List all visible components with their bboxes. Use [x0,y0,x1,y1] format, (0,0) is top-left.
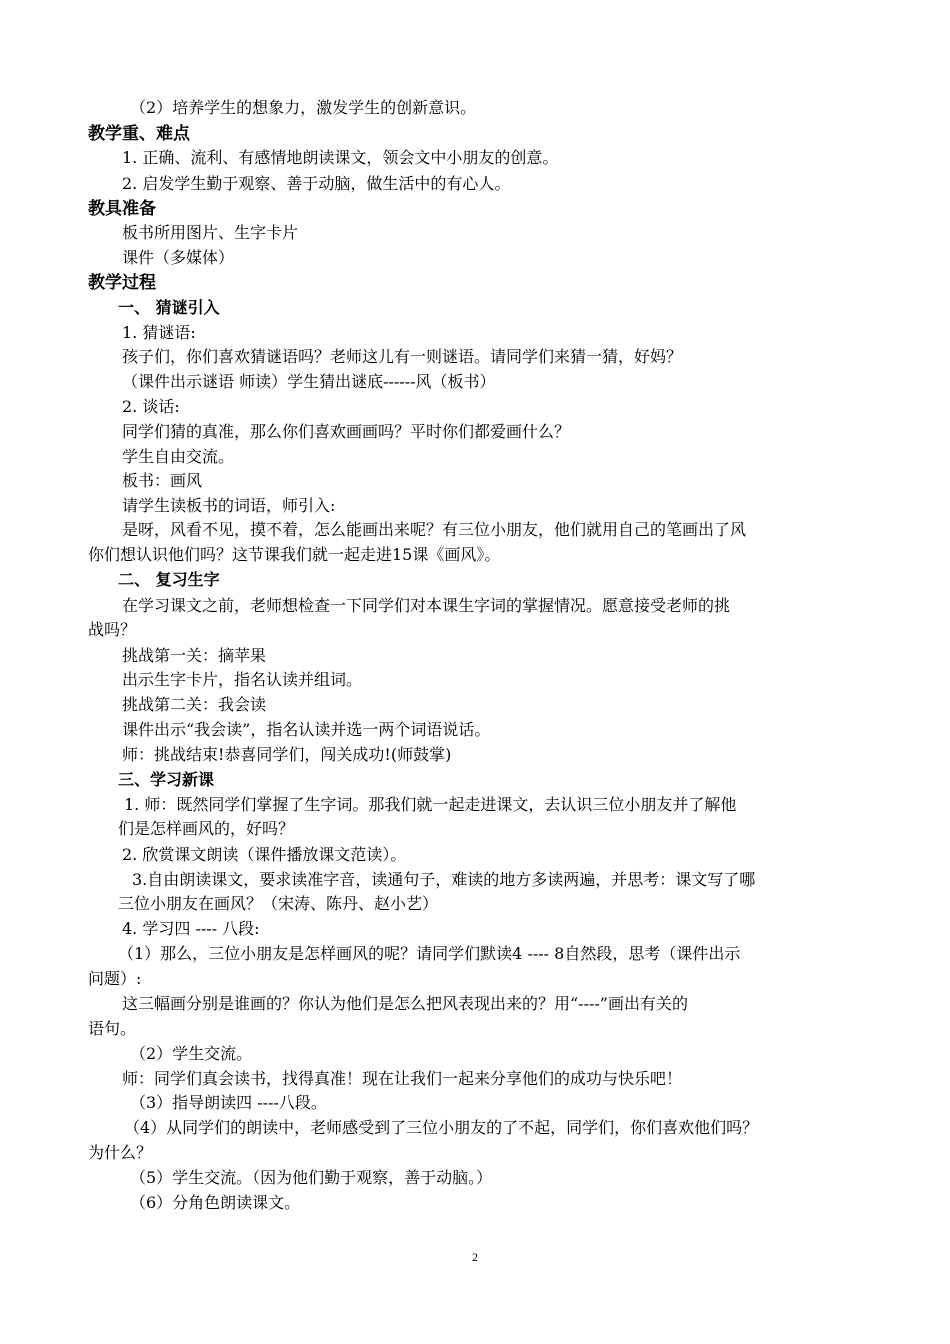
text-line: 板书所用图片、生字卡片 [122,223,299,242]
text-line: 三位小朋友在画风？（宋涛、陈丹、赵小艺） [118,894,439,913]
text-line: 2. 谈话: [122,397,180,416]
text-line: 课件出示“我会读”，指名认读并选一两个词语说话。 [122,720,491,739]
text-line: 学生自由交流。 [122,447,235,466]
text-line: 孩子们，你们喜欢猜谜语吗？老师这儿有一则谜语。请同学们来猜一猜，好妈？ [122,347,683,366]
text-line: 语句。 [88,1019,137,1038]
text-line: （4）从同学们的朗读中，老师感受到了三位小朋友的了不起，同学们，你们喜欢他们吗？ [124,1118,759,1137]
text-line: 挑战第一关：摘苹果 [122,646,267,665]
text-line: 4. 学习四 ---- 八段: [122,919,260,938]
text-line: 出示生字卡片，指名认读并组词。 [122,670,363,689]
text-line: 板书：画风 [122,471,203,490]
objective-line: （2）培养学生的想象力，激发学生的创新意识。 [130,98,477,117]
text-line: 问题）: [88,969,142,988]
section-heading: 教学过程 [88,273,156,293]
text-line: （3）指导朗读四 ----八段。 [130,1093,327,1112]
text-line: 请学生读板书的词语，师引入: [122,496,336,515]
text-line: 们是怎样画风的，好吗？ [118,819,295,838]
text-line: （5）学生交流。（因为他们勤于观察，善于动脑。） [130,1168,493,1187]
text-line: 2. 启发学生勤于观察、善于动脑，做生活中的有心人。 [122,174,511,193]
text-line: 课件（多媒体） [122,248,235,267]
text-line: 为什么？ [88,1143,153,1162]
text-line: （2）学生交流。 [130,1044,253,1063]
text-line: 是呀，风看不见，摸不着，怎么能画出来呢？有三位小朋友，他们就用自己的笔画出了风 [122,520,747,539]
text-line: 在学习课文之前，老师想检查一下同学们对本课生字词的掌握情况。愿意接受老师的挑 [122,596,731,615]
subsection-heading: 一、 猜谜引入 [118,298,220,317]
text-line: 战吗？ [88,620,137,639]
text-line: （1）那么，三位小朋友是怎样画风的呢？请同学们默读4 ---- 8自然段，思考（课件出示 [118,944,741,963]
text-line: 3.自由朗读课文，要求读准字音，读通句子，难读的地方多读两遍，并思考：课文写了哪 [132,870,756,889]
text-line: （6）分角色朗读课文。 [130,1193,301,1212]
text-line: 1. 师：既然同学们掌握了生字词。那我们就一起走进课文，去认识三位小朋友并了解他 [124,795,737,814]
text-line: 同学们猜的真准，那么你们喜欢画画吗？平时你们都爱画什么？ [122,422,571,441]
text-line: （课件出示谜语 师读）学生猜出谜底------风（板书） [122,372,496,391]
section-heading: 教具准备 [88,199,156,219]
text-line: 1. 猜谜语: [122,323,196,342]
subsection-heading: 二、 复习生字 [118,570,220,589]
text-line: 2. 欣赏课文朗读（课件播放课文范读）。 [122,845,407,864]
section-heading: 教学重、难点 [88,124,190,144]
text-line: 师：挑战结束!恭喜同学们，闯关成功!(师鼓掌) [122,745,452,764]
subsection-heading: 三、学习新课 [118,770,215,789]
text-line: 这三幅画分别是谁画的？你认为他们是怎么把风表现出来的？用“----”画出有关的 [122,994,688,1013]
text-line: 你们想认识他们吗？这节课我们就一起走进15课《画风》。 [88,545,501,564]
text-line: 师：同学们真会读书，找得真准！现在让我们一起来分享他们的成功与快乐吧！ [122,1069,683,1088]
text-line: 1. 正确、流利、有感情地朗读课文，领会文中小朋友的创意。 [122,148,559,167]
text-line: 挑战第二关：我会读 [122,695,267,714]
page-number: 2 [472,1250,478,1264]
